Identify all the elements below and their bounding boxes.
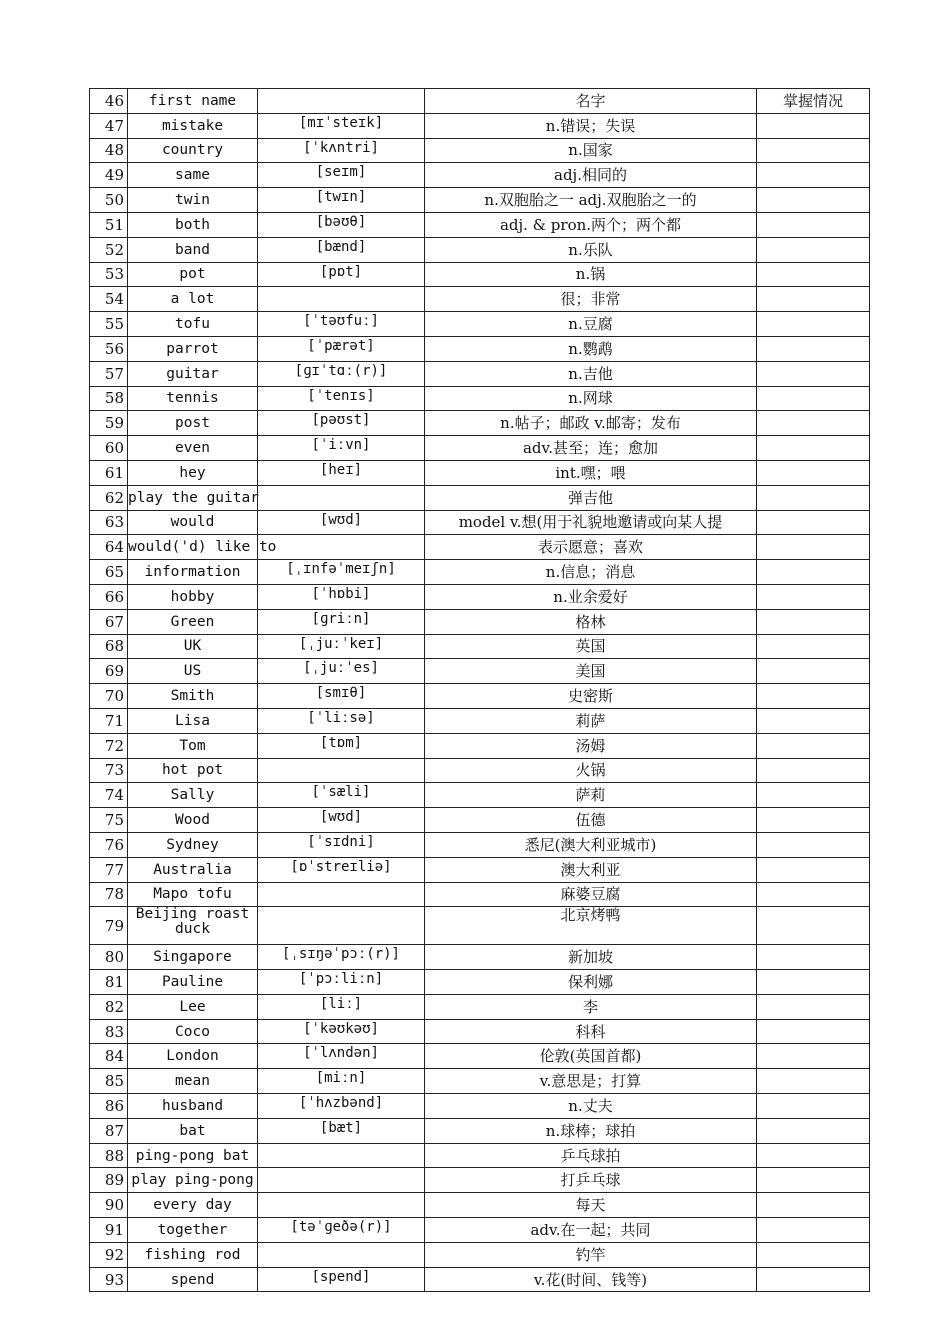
meaning-cell: 新加坡 <box>425 945 757 970</box>
pronunciation-cell: [ɒˈstreɪliə] <box>258 857 425 882</box>
table-row <box>90 584 870 609</box>
pronunciation-cell: [wʊd] <box>258 808 425 833</box>
word-cell: guitar <box>128 361 258 386</box>
mastery-cell <box>757 262 870 287</box>
row-number-cell: 82 <box>90 994 128 1019</box>
meaning-cell: n.豆腐 <box>425 312 757 337</box>
mastery-cell <box>757 970 870 995</box>
pronunciation-cell <box>258 485 425 510</box>
row-number-cell: 65 <box>90 560 128 585</box>
meaning-cell: n.丈夫 <box>425 1094 757 1119</box>
mastery-cell <box>757 1168 870 1193</box>
word-cell: Tom <box>128 733 258 758</box>
mastery-cell <box>757 212 870 237</box>
pronunciation-cell: [ˈtenɪs] <box>258 386 425 411</box>
mastery-cell <box>757 237 870 262</box>
word-cell: husband <box>128 1094 258 1119</box>
table-row <box>90 1218 870 1243</box>
mastery-cell <box>757 733 870 758</box>
word-cell: Coco <box>128 1019 258 1044</box>
word-cell: London <box>128 1044 258 1069</box>
pronunciation-cell: [spend] <box>258 1267 425 1292</box>
row-number-cell: 66 <box>90 584 128 609</box>
mastery-cell <box>757 188 870 213</box>
row-number-cell: 46 <box>90 89 128 114</box>
meaning-cell: 每天 <box>425 1193 757 1218</box>
table-row <box>90 113 870 138</box>
word-cell: band <box>128 237 258 262</box>
meaning-cell: 钓竿 <box>425 1242 757 1267</box>
mastery-cell <box>757 1044 870 1069</box>
mastery-cell <box>757 832 870 857</box>
meaning-cell: 火锅 <box>425 758 757 783</box>
word-cell: Australia <box>128 857 258 882</box>
row-number-cell: 68 <box>90 634 128 659</box>
table-row <box>90 808 870 833</box>
word-cell: twin <box>128 188 258 213</box>
pronunciation-cell: [ɡriːn] <box>258 609 425 634</box>
mastery-cell <box>757 1019 870 1044</box>
mastery-cell <box>757 659 870 684</box>
pronunciation-cell <box>258 758 425 783</box>
word-cell: Smith <box>128 684 258 709</box>
mastery-cell <box>757 945 870 970</box>
pronunciation-cell: [ˈiːvn] <box>258 436 425 461</box>
table-row <box>90 1242 870 1267</box>
word-cell: hey <box>128 460 258 485</box>
row-number-cell: 79 <box>90 907 128 945</box>
pronunciation-cell <box>258 882 425 907</box>
word-cell: Beijing roast duck <box>128 907 258 945</box>
mastery-cell <box>757 287 870 312</box>
table-row <box>90 733 870 758</box>
pronunciation-cell <box>258 1168 425 1193</box>
pronunciation-cell: [wʊd] <box>258 510 425 535</box>
table-row <box>90 436 870 461</box>
meaning-cell: 保利娜 <box>425 970 757 995</box>
table-row <box>90 907 870 945</box>
row-number-cell: 52 <box>90 237 128 262</box>
word-cell: bat <box>128 1118 258 1143</box>
mastery-cell <box>757 1218 870 1243</box>
row-number-cell: 56 <box>90 336 128 361</box>
meaning-cell: 伦敦(英国首都) <box>425 1044 757 1069</box>
pronunciation-cell <box>258 1242 425 1267</box>
row-number-cell: 49 <box>90 163 128 188</box>
row-number-cell: 91 <box>90 1218 128 1243</box>
pronunciation-cell: [ˈhʌzbənd] <box>258 1094 425 1119</box>
table-row <box>90 460 870 485</box>
table-row <box>90 262 870 287</box>
table-row <box>90 89 870 114</box>
mastery-cell <box>757 758 870 783</box>
mastery-cell <box>757 609 870 634</box>
table-row <box>90 163 870 188</box>
table-row <box>90 994 870 1019</box>
table-row <box>90 535 870 560</box>
meaning-cell: 格林 <box>425 609 757 634</box>
meaning-cell: 李 <box>425 994 757 1019</box>
meaning-cell: adj.相同的 <box>425 163 757 188</box>
mastery-cell <box>757 857 870 882</box>
row-number-cell: 84 <box>90 1044 128 1069</box>
row-number-cell: 78 <box>90 882 128 907</box>
mastery-cell <box>757 163 870 188</box>
meaning-cell: 名字 <box>425 89 757 114</box>
mastery-cell <box>757 1267 870 1292</box>
row-number-cell: 50 <box>90 188 128 213</box>
mastery-cell <box>757 1094 870 1119</box>
word-cell: mean <box>128 1069 258 1094</box>
pronunciation-cell: [ˈpɔːliːn] <box>258 970 425 995</box>
table-row <box>90 945 870 970</box>
mastery-cell <box>757 1069 870 1094</box>
word-cell: parrot <box>128 336 258 361</box>
row-number-cell: 51 <box>90 212 128 237</box>
row-number-cell: 71 <box>90 708 128 733</box>
table-row <box>90 411 870 436</box>
row-number-cell: 57 <box>90 361 128 386</box>
word-cell: both <box>128 212 258 237</box>
pronunciation-cell: [ˌsɪŋəˈpɔː(r)] <box>258 945 425 970</box>
meaning-cell: 北京烤鸭 <box>425 907 757 945</box>
mastery-cell <box>757 411 870 436</box>
pronunciation-cell: [ˈsɪdni] <box>258 832 425 857</box>
mastery-cell <box>757 436 870 461</box>
row-number-cell: 77 <box>90 857 128 882</box>
word-cell: first name <box>128 89 258 114</box>
meaning-cell: 萨莉 <box>425 783 757 808</box>
mastery-cell <box>757 708 870 733</box>
word-cell: would('d) like to <box>128 535 258 560</box>
row-number-cell: 74 <box>90 783 128 808</box>
mastery-cell <box>757 138 870 163</box>
word-cell: together <box>128 1218 258 1243</box>
word-cell: Sydney <box>128 832 258 857</box>
word-cell: pot <box>128 262 258 287</box>
mastery-cell <box>757 336 870 361</box>
meaning-cell: 莉萨 <box>425 708 757 733</box>
row-number-cell: 81 <box>90 970 128 995</box>
row-number-cell: 73 <box>90 758 128 783</box>
word-cell: Lisa <box>128 708 258 733</box>
meaning-cell: 打乒乓球 <box>425 1168 757 1193</box>
meaning-cell: 悉尼(澳大利亚城市) <box>425 832 757 857</box>
row-number-cell: 59 <box>90 411 128 436</box>
table-row <box>90 386 870 411</box>
table-row <box>90 708 870 733</box>
pronunciation-cell: [bæt] <box>258 1118 425 1143</box>
table-row <box>90 783 870 808</box>
mastery-cell <box>757 535 870 560</box>
meaning-cell: n.鹦鹉 <box>425 336 757 361</box>
word-cell: hot pot <box>128 758 258 783</box>
word-cell: fishing rod <box>128 1242 258 1267</box>
mastery-cell <box>757 882 870 907</box>
mastery-cell <box>757 1242 870 1267</box>
pronunciation-cell: [bænd] <box>258 237 425 262</box>
meaning-cell: 乒乓球拍 <box>425 1143 757 1168</box>
pronunciation-cell: [mɪˈsteɪk] <box>258 113 425 138</box>
word-cell: Green <box>128 609 258 634</box>
word-cell: Singapore <box>128 945 258 970</box>
word-cell: ping-pong bat <box>128 1143 258 1168</box>
table-row <box>90 1267 870 1292</box>
mastery-cell <box>757 907 870 945</box>
table-row <box>90 609 870 634</box>
pronunciation-cell: [təˈɡeðə(r)] <box>258 1218 425 1243</box>
row-number-cell: 76 <box>90 832 128 857</box>
row-number-cell: 93 <box>90 1267 128 1292</box>
word-cell: UK <box>128 634 258 659</box>
table-row <box>90 970 870 995</box>
row-number-cell: 88 <box>90 1143 128 1168</box>
row-number-cell: 63 <box>90 510 128 535</box>
pronunciation-cell: [ˈpærət] <box>258 336 425 361</box>
row-number-cell: 67 <box>90 609 128 634</box>
mastery-cell <box>757 684 870 709</box>
pronunciation-cell: [ˈhɒbi] <box>258 584 425 609</box>
meaning-cell: n.错误；失误 <box>425 113 757 138</box>
pronunciation-cell: [ˌjuːˈes] <box>258 659 425 684</box>
table-row <box>90 1193 870 1218</box>
table-row <box>90 560 870 585</box>
word-cell: a lot <box>128 287 258 312</box>
word-cell: would <box>128 510 258 535</box>
mastery-cell <box>757 113 870 138</box>
word-cell: tennis <box>128 386 258 411</box>
word-cell: every day <box>128 1193 258 1218</box>
row-number-cell: 60 <box>90 436 128 461</box>
pronunciation-cell: [smɪθ] <box>258 684 425 709</box>
meaning-cell: int.嘿；喂 <box>425 460 757 485</box>
pronunciation-cell: [bəʊθ] <box>258 212 425 237</box>
pronunciation-cell: [ˈkəʊkəʊ] <box>258 1019 425 1044</box>
row-number-cell: 92 <box>90 1242 128 1267</box>
word-cell: hobby <box>128 584 258 609</box>
pronunciation-cell: [heɪ] <box>258 460 425 485</box>
meaning-cell: n.乐队 <box>425 237 757 262</box>
row-number-cell: 86 <box>90 1094 128 1119</box>
word-cell: Pauline <box>128 970 258 995</box>
word-cell: same <box>128 163 258 188</box>
meaning-cell: 汤姆 <box>425 733 757 758</box>
meaning-cell: 科科 <box>425 1019 757 1044</box>
word-cell: spend <box>128 1267 258 1292</box>
pronunciation-cell: [ˈliːsə] <box>258 708 425 733</box>
table-row <box>90 857 870 882</box>
mastery-cell <box>757 584 870 609</box>
vocabulary-table-body <box>90 89 870 1292</box>
meaning-cell: 史密斯 <box>425 684 757 709</box>
table-row <box>90 510 870 535</box>
table-row <box>90 188 870 213</box>
pronunciation-cell: [ˈtəʊfuː] <box>258 312 425 337</box>
table-row <box>90 138 870 163</box>
table-row <box>90 212 870 237</box>
row-number-cell: 61 <box>90 460 128 485</box>
word-cell: Sally <box>128 783 258 808</box>
meaning-cell: n.球棒；球拍 <box>425 1118 757 1143</box>
table-row <box>90 684 870 709</box>
meaning-cell: n.双胞胎之一 adj.双胞胎之一的 <box>425 188 757 213</box>
mastery-cell <box>757 808 870 833</box>
meaning-cell: 伍德 <box>425 808 757 833</box>
row-number-cell: 48 <box>90 138 128 163</box>
row-number-cell: 90 <box>90 1193 128 1218</box>
word-cell: post <box>128 411 258 436</box>
pronunciation-cell: [ˌɪnfəˈmeɪʃn] <box>258 560 425 585</box>
meaning-cell: 麻婆豆腐 <box>425 882 757 907</box>
table-row <box>90 1044 870 1069</box>
meaning-cell: n.国家 <box>425 138 757 163</box>
mastery-cell <box>757 994 870 1019</box>
meaning-cell: n.网球 <box>425 386 757 411</box>
meaning-cell: adv.甚至；连；愈加 <box>425 436 757 461</box>
table-row <box>90 312 870 337</box>
row-number-cell: 85 <box>90 1069 128 1094</box>
row-number-cell: 70 <box>90 684 128 709</box>
word-cell: Mapo tofu <box>128 882 258 907</box>
mastery-cell: 掌握情况 <box>757 89 870 114</box>
vocabulary-table <box>89 88 870 1292</box>
row-number-cell: 54 <box>90 287 128 312</box>
mastery-cell <box>757 783 870 808</box>
pronunciation-cell: [pɒt] <box>258 262 425 287</box>
mastery-cell <box>757 361 870 386</box>
pronunciation-cell: [twɪn] <box>258 188 425 213</box>
meaning-cell: 美国 <box>425 659 757 684</box>
table-row <box>90 237 870 262</box>
meaning-cell: n.帖子；邮政 v.邮寄；发布 <box>425 411 757 436</box>
meaning-cell: model v.想(用于礼貌地邀请或向某人提 <box>425 510 757 535</box>
word-cell: Wood <box>128 808 258 833</box>
meaning-cell: adv.在一起；共同 <box>425 1218 757 1243</box>
mastery-cell <box>757 386 870 411</box>
meaning-cell: n.信息；消息 <box>425 560 757 585</box>
table-row <box>90 832 870 857</box>
pronunciation-cell: [miːn] <box>258 1069 425 1094</box>
mastery-cell <box>757 560 870 585</box>
pronunciation-cell: [tɒm] <box>258 733 425 758</box>
meaning-cell: n.业余爱好 <box>425 584 757 609</box>
row-number-cell: 53 <box>90 262 128 287</box>
row-number-cell: 69 <box>90 659 128 684</box>
table-row <box>90 758 870 783</box>
pronunciation-cell: [pəʊst] <box>258 411 425 436</box>
table-row <box>90 336 870 361</box>
table-row <box>90 361 870 386</box>
pronunciation-cell: [ˈlʌndən] <box>258 1044 425 1069</box>
table-row <box>90 485 870 510</box>
row-number-cell: 58 <box>90 386 128 411</box>
mastery-cell <box>757 1143 870 1168</box>
mastery-cell <box>757 634 870 659</box>
mastery-cell <box>757 460 870 485</box>
row-number-cell: 72 <box>90 733 128 758</box>
meaning-cell: 表示愿意；喜欢 <box>425 535 757 560</box>
table-row <box>90 1143 870 1168</box>
pronunciation-cell: [ˌjuːˈkeɪ] <box>258 634 425 659</box>
meaning-cell: 很；非常 <box>425 287 757 312</box>
row-number-cell: 75 <box>90 808 128 833</box>
pronunciation-cell <box>258 287 425 312</box>
meaning-cell: adj. & pron.两个；两个都 <box>425 212 757 237</box>
row-number-cell: 80 <box>90 945 128 970</box>
word-cell: information <box>128 560 258 585</box>
table-row <box>90 882 870 907</box>
pronunciation-cell: [liː] <box>258 994 425 1019</box>
meaning-cell: 澳大利亚 <box>425 857 757 882</box>
table-row <box>90 634 870 659</box>
word-cell: play ping-pong <box>128 1168 258 1193</box>
mastery-cell <box>757 510 870 535</box>
meaning-cell: v.花(时间、钱等) <box>425 1267 757 1292</box>
row-number-cell: 89 <box>90 1168 128 1193</box>
table-row <box>90 1094 870 1119</box>
mastery-cell <box>757 312 870 337</box>
meaning-cell: n.吉他 <box>425 361 757 386</box>
table-row <box>90 1168 870 1193</box>
pronunciation-cell <box>258 907 425 945</box>
mastery-cell <box>757 485 870 510</box>
table-row <box>90 1118 870 1143</box>
table-row <box>90 287 870 312</box>
meaning-cell: 弹吉他 <box>425 485 757 510</box>
meaning-cell: 英国 <box>425 634 757 659</box>
table-row <box>90 1019 870 1044</box>
word-cell: even <box>128 436 258 461</box>
pronunciation-cell: [ˈsæli] <box>258 783 425 808</box>
word-cell: Lee <box>128 994 258 1019</box>
mastery-cell <box>757 1193 870 1218</box>
word-cell: tofu <box>128 312 258 337</box>
row-number-cell: 47 <box>90 113 128 138</box>
table-row <box>90 1069 870 1094</box>
meaning-cell: n.锅 <box>425 262 757 287</box>
word-cell: play the guitar <box>128 485 258 510</box>
word-cell: country <box>128 138 258 163</box>
mastery-cell <box>757 1118 870 1143</box>
row-number-cell: 87 <box>90 1118 128 1143</box>
word-cell: mistake <box>128 113 258 138</box>
pronunciation-cell <box>258 535 425 560</box>
table-row <box>90 659 870 684</box>
pronunciation-cell <box>258 89 425 114</box>
pronunciation-cell: [ˈkʌntri] <box>258 138 425 163</box>
pronunciation-cell: [seɪm] <box>258 163 425 188</box>
row-number-cell: 64 <box>90 535 128 560</box>
row-number-cell: 55 <box>90 312 128 337</box>
row-number-cell: 62 <box>90 485 128 510</box>
pronunciation-cell: [ɡɪˈtɑː(r)] <box>258 361 425 386</box>
row-number-cell: 83 <box>90 1019 128 1044</box>
pronunciation-cell <box>258 1143 425 1168</box>
meaning-cell: v.意思是；打算 <box>425 1069 757 1094</box>
pronunciation-cell <box>258 1193 425 1218</box>
word-cell: US <box>128 659 258 684</box>
